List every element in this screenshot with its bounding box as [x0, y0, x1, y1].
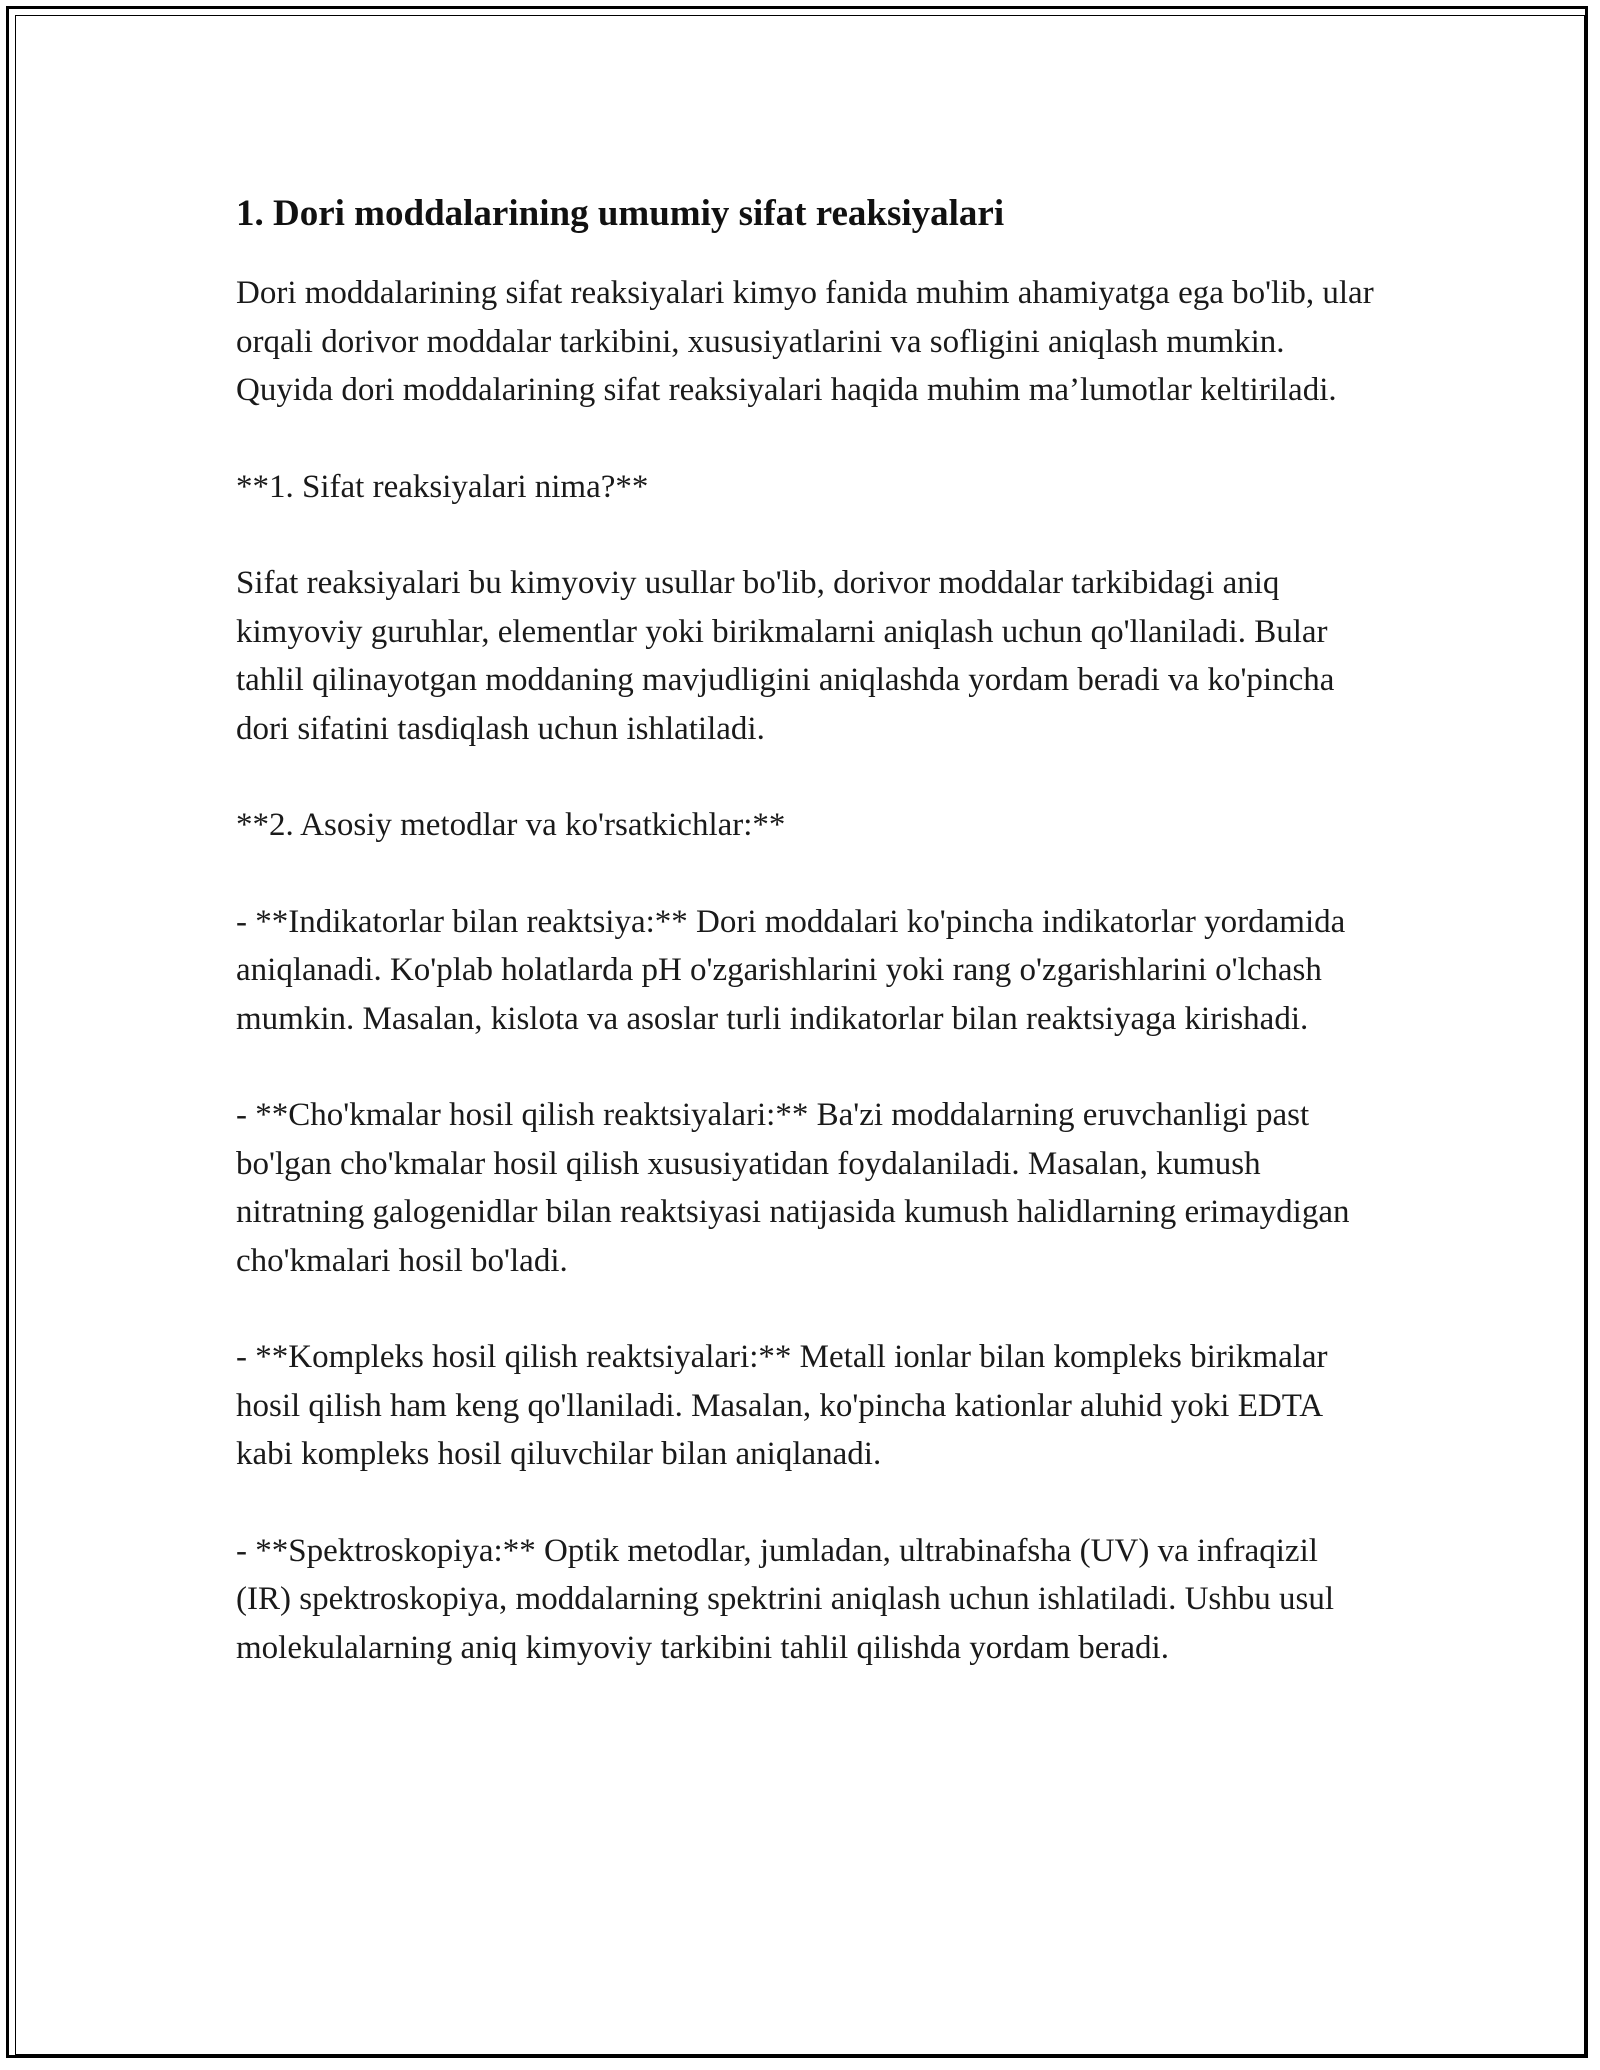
intro-paragraph: Dori moddalarining sifat reaksiyalari kimyo fanida muhim ahamiyatga ega bo'lib, ular orqali dorivor moddalar tarkibini, xususiyatlarini va sofligini aniqlash mumkin. Quyida dori moddalarining sifat reaksiyalari haqida muhim ma’lumotlar keltiriladi.	[236, 275, 1374, 408]
document-title: 1. Dori moddalarining umumiy sifat reaksiyalari	[236, 193, 1005, 234]
bullet-indicators: - **Indikatorlar bilan reaktsiya:** Dori moddalari ko'pincha indikatorlar yordamida aniqlanadi. Ko'plab holatlarda pH o'zgarishlarini yoki rang o'zgarishlarini o'lchash mumkin. Masalan, kislota va asoslar turli indikatorlar bilan reaktsiyaga kirishadi.	[236, 903, 1346, 1037]
document-body	[236, 185, 1376, 1720]
section-1-paragraph: Sifat reaksiyalari bu kimyoviy usullar bo'lib, dorivor moddalar tarkibidagi aniq kimyoviy guruhlar, elementlar yoki birikmalarni aniqlash uchun qo'llaniladi. Bular tahlil qilinayotgan moddaning mavjudligini aniqlashda yordam beradi va ko'pincha dori sifatini tasdiqlash uchun ishlatiladi.	[236, 565, 1335, 747]
bullet-spectroscopy: - **Spektroskopiya:** Optik metodlar, jumladan, ultrabinafsha (UV) va infraqizil (IR) spektroskopiya, moddalarning spektrini aniqlash uchun ishlatiladi. Ushbu usul molekulalarning aniq kimyoviy tarkibini tahlil qilishda yordam beradi.	[236, 1532, 1335, 1666]
bullet-complex-formation: - **Kompleks hosil qilish reaktsiyalari:** Metall ionlar bilan kompleks birikmalar hosil qilish ham keng qo'llaniladi. Masalan, ko'pincha kationlar aluhid yoki EDTA kabi kompleks hosil qiluvchilar bilan aniqlanadi.	[236, 1339, 1328, 1472]
bullet-precipitation: - **Cho'kmalar hosil qilish reaktsiyalari:** Ba'zi moddalarning eruvchanligi past bo'lgan cho'kmalar hosil qilish xususiyatidan foydalaniladi. Masalan, kumush nitratning galogenidlar bilan reaktsiyasi natijasida kumush halidlarning erimaydigan cho'kmalari hosil bo'ladi.	[236, 1097, 1350, 1279]
section-heading-1: **1. Sifat reaksiyalari nima?**	[236, 468, 649, 505]
section-heading-2: **2. Asosiy metodlar va ko'rsatkichlar:**	[236, 807, 786, 843]
